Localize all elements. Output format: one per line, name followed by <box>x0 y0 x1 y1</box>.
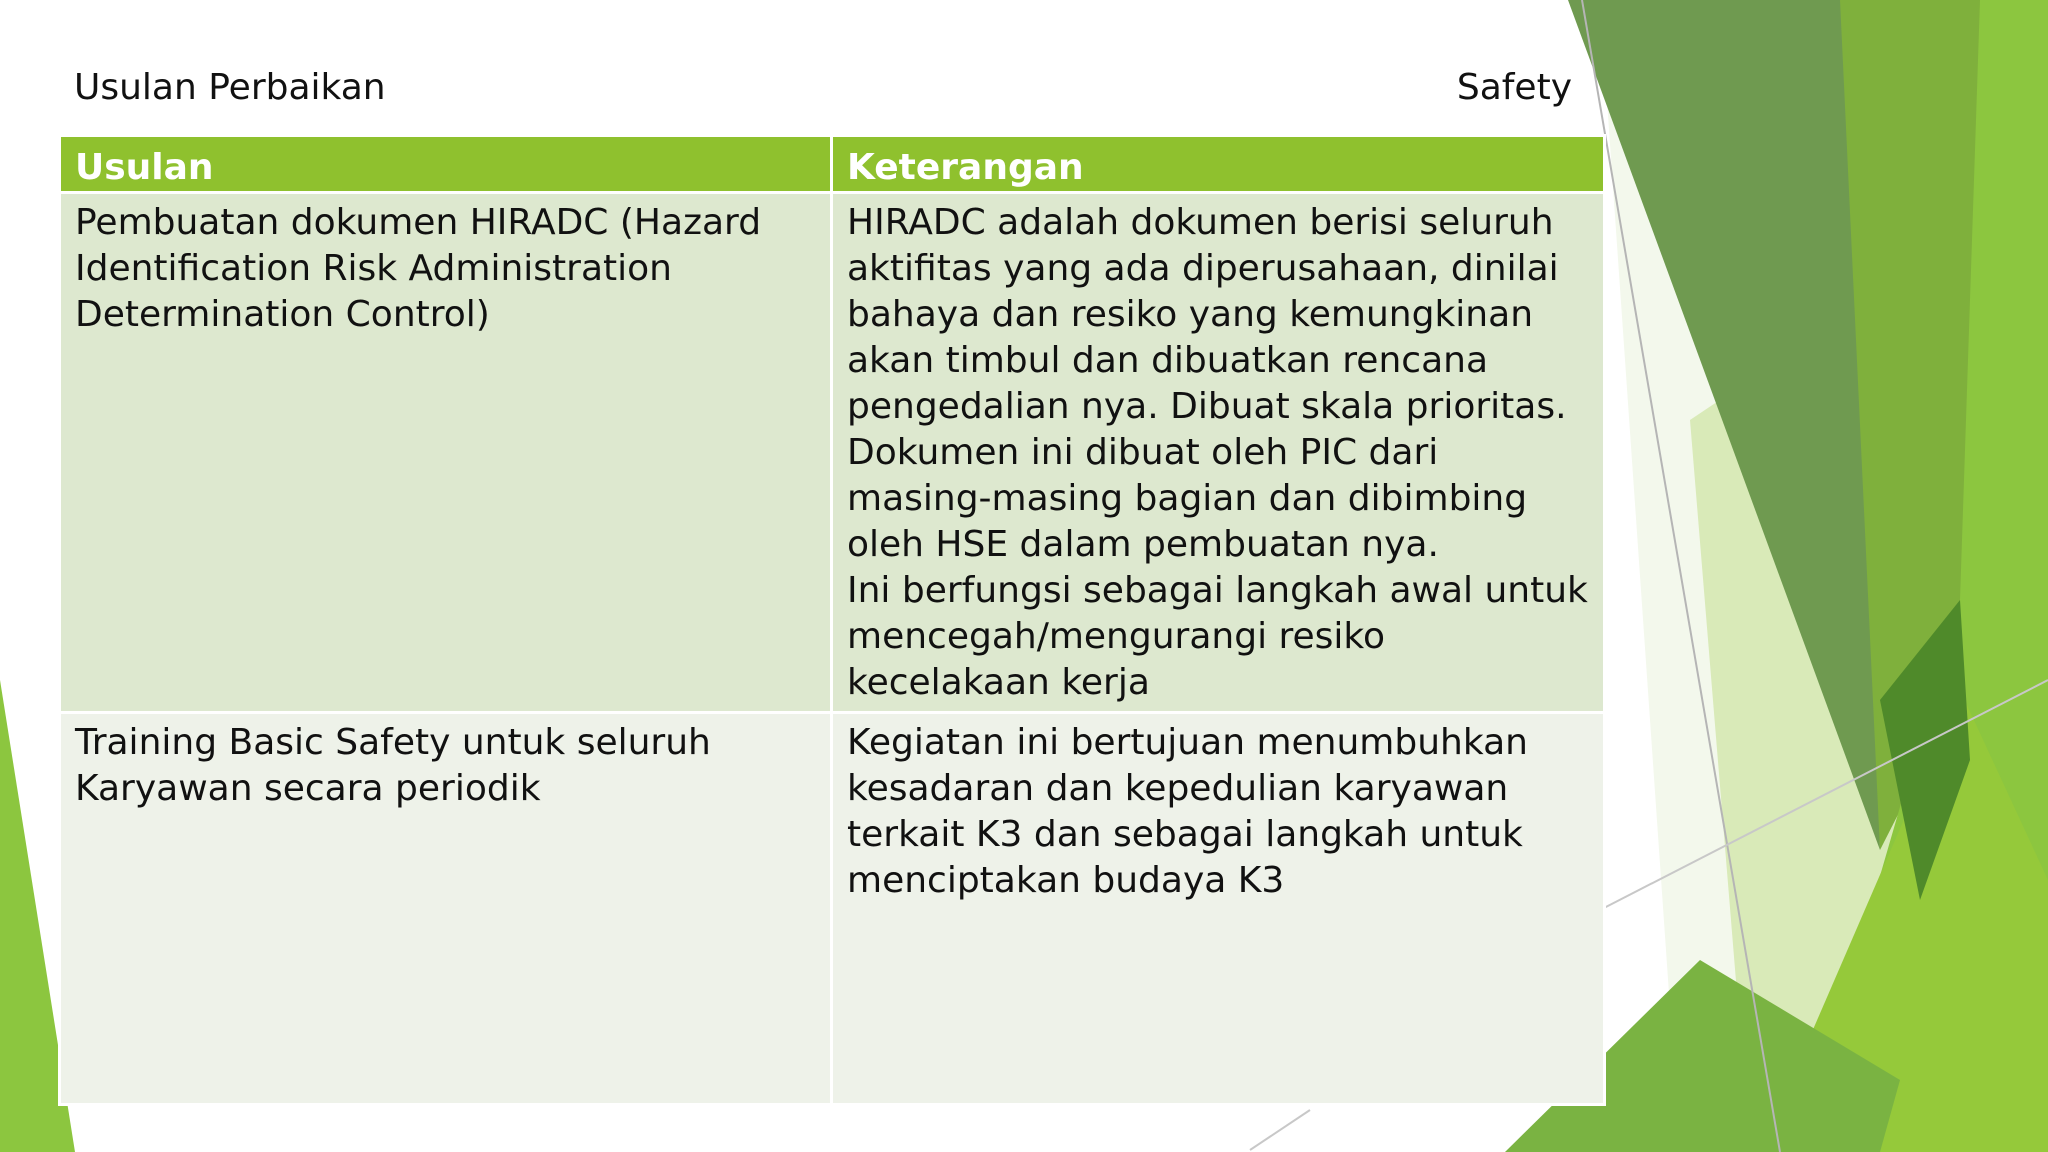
keterangan-cell <box>832 193 1605 713</box>
usulan-cell: Pembuatan dokumen HIRADC (Hazard Identification Risk Administration Determination Control) <box>60 193 832 713</box>
keterangan-paragraph: Dokumen ini dibuat oleh PIC dari masing-masing bagian dan dibimbing oleh HSE dalam pembuatan nya. <box>847 432 1528 565</box>
header-keterangan: Keterangan <box>832 136 1605 193</box>
usulan-cell: Training Basic Safety untuk seluruh Karyawan secara periodik <box>60 713 832 1105</box>
keterangan-paragraph: Ini berfungsi sebagai langkah awal untuk mencegah/mengurangi resiko kecelakaan kerja <box>847 570 1588 703</box>
keterangan-paragraph: Kegiatan ini bertujuan menumbuhkan kesadaran dan kepedulian karyawan terkait K3 dan sebagai langkah untuk menciptakan budaya K3 <box>847 722 1528 901</box>
table-row <box>60 713 1605 1105</box>
proposal-table <box>58 134 1606 1106</box>
table-header-row <box>60 136 1605 193</box>
table-row <box>60 193 1605 713</box>
header-usulan: Usulan <box>60 136 832 193</box>
keterangan-cell <box>832 713 1605 1105</box>
slide-title: Usulan Perbaikan <box>74 67 386 108</box>
decorative-line-3 <box>1250 1110 1310 1150</box>
slide-topic: Safety <box>1456 67 1572 108</box>
keterangan-paragraph: HIRADC adalah dokumen berisi seluruh aktifitas yang ada diperusahaan, dinilai bahaya dan resiko yang kemungkinan akan timbul dan dibuatkan rencana pengedalian nya. Dibuat skala prioritas. <box>847 202 1567 427</box>
